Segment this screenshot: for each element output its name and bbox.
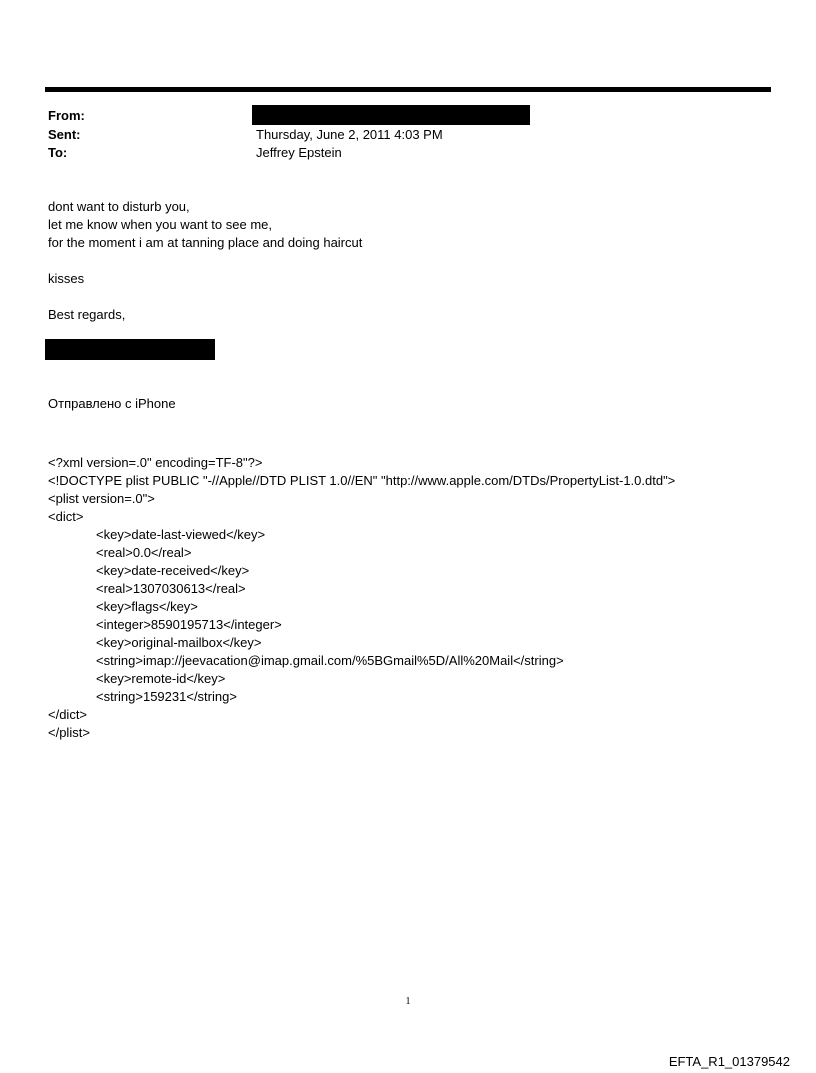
body-line: dont want to disturb you,	[48, 199, 190, 214]
from-label: From:	[48, 108, 85, 123]
xml-line: </dict>	[48, 707, 88, 722]
sent-from-iphone: Отправлено с iPhone	[48, 396, 176, 411]
xml-line: </plist>	[48, 725, 90, 740]
xml-line: <key>date-last-viewed</key>	[96, 527, 266, 542]
kisses-text: kisses	[48, 271, 85, 286]
body-line: for the moment i am at tanning place and doing haircut	[48, 235, 363, 250]
redacted-signature	[45, 339, 215, 360]
xml-line: <?xml version=.0" encoding=TF-8"?>	[48, 455, 263, 470]
regards-text: Best regards,	[48, 307, 126, 322]
xml-line: <string>imap://jeevacation@imap.gmail.com/%5BGmail%5D/All%20Mail</string>	[96, 653, 564, 668]
message-body	[48, 198, 362, 252]
xml-line: <string>159231</string>	[96, 689, 237, 704]
xml-line: <real>1307030613</real>	[96, 581, 246, 596]
xml-line: <real>0.0</real>	[96, 545, 192, 560]
sent-label: Sent:	[48, 127, 81, 142]
to-value: Jeffrey Epstein	[256, 145, 342, 160]
plist-metadata	[48, 454, 675, 742]
xml-line: <integer>8590195713</integer>	[96, 617, 282, 632]
sent-value: Thursday, June 2, 2011 4:03 PM	[256, 127, 443, 142]
xml-line: <key>flags</key>	[96, 599, 198, 614]
bates-number: EFTA_R1_01379542	[668, 1054, 790, 1069]
xml-line: <plist version=.0">	[48, 491, 155, 506]
xml-line: <!DOCTYPE plist PUBLIC "-//Apple//DTD PLIST 1.0//EN" "http://www.apple.com/DTDs/PropertyList-1.0.dtd">	[48, 473, 676, 488]
xml-line: <key>date-received</key>	[96, 563, 250, 578]
body-line: let me know when you want to see me,	[48, 217, 273, 232]
xml-line: <key>original-mailbox</key>	[96, 635, 262, 650]
to-label: To:	[48, 145, 68, 160]
header-rule	[45, 87, 771, 92]
xml-line: <key>remote-id</key>	[96, 671, 226, 686]
xml-line: <dict>	[48, 509, 84, 524]
page-number: 1	[405, 996, 411, 1007]
redacted-sender	[252, 105, 530, 125]
